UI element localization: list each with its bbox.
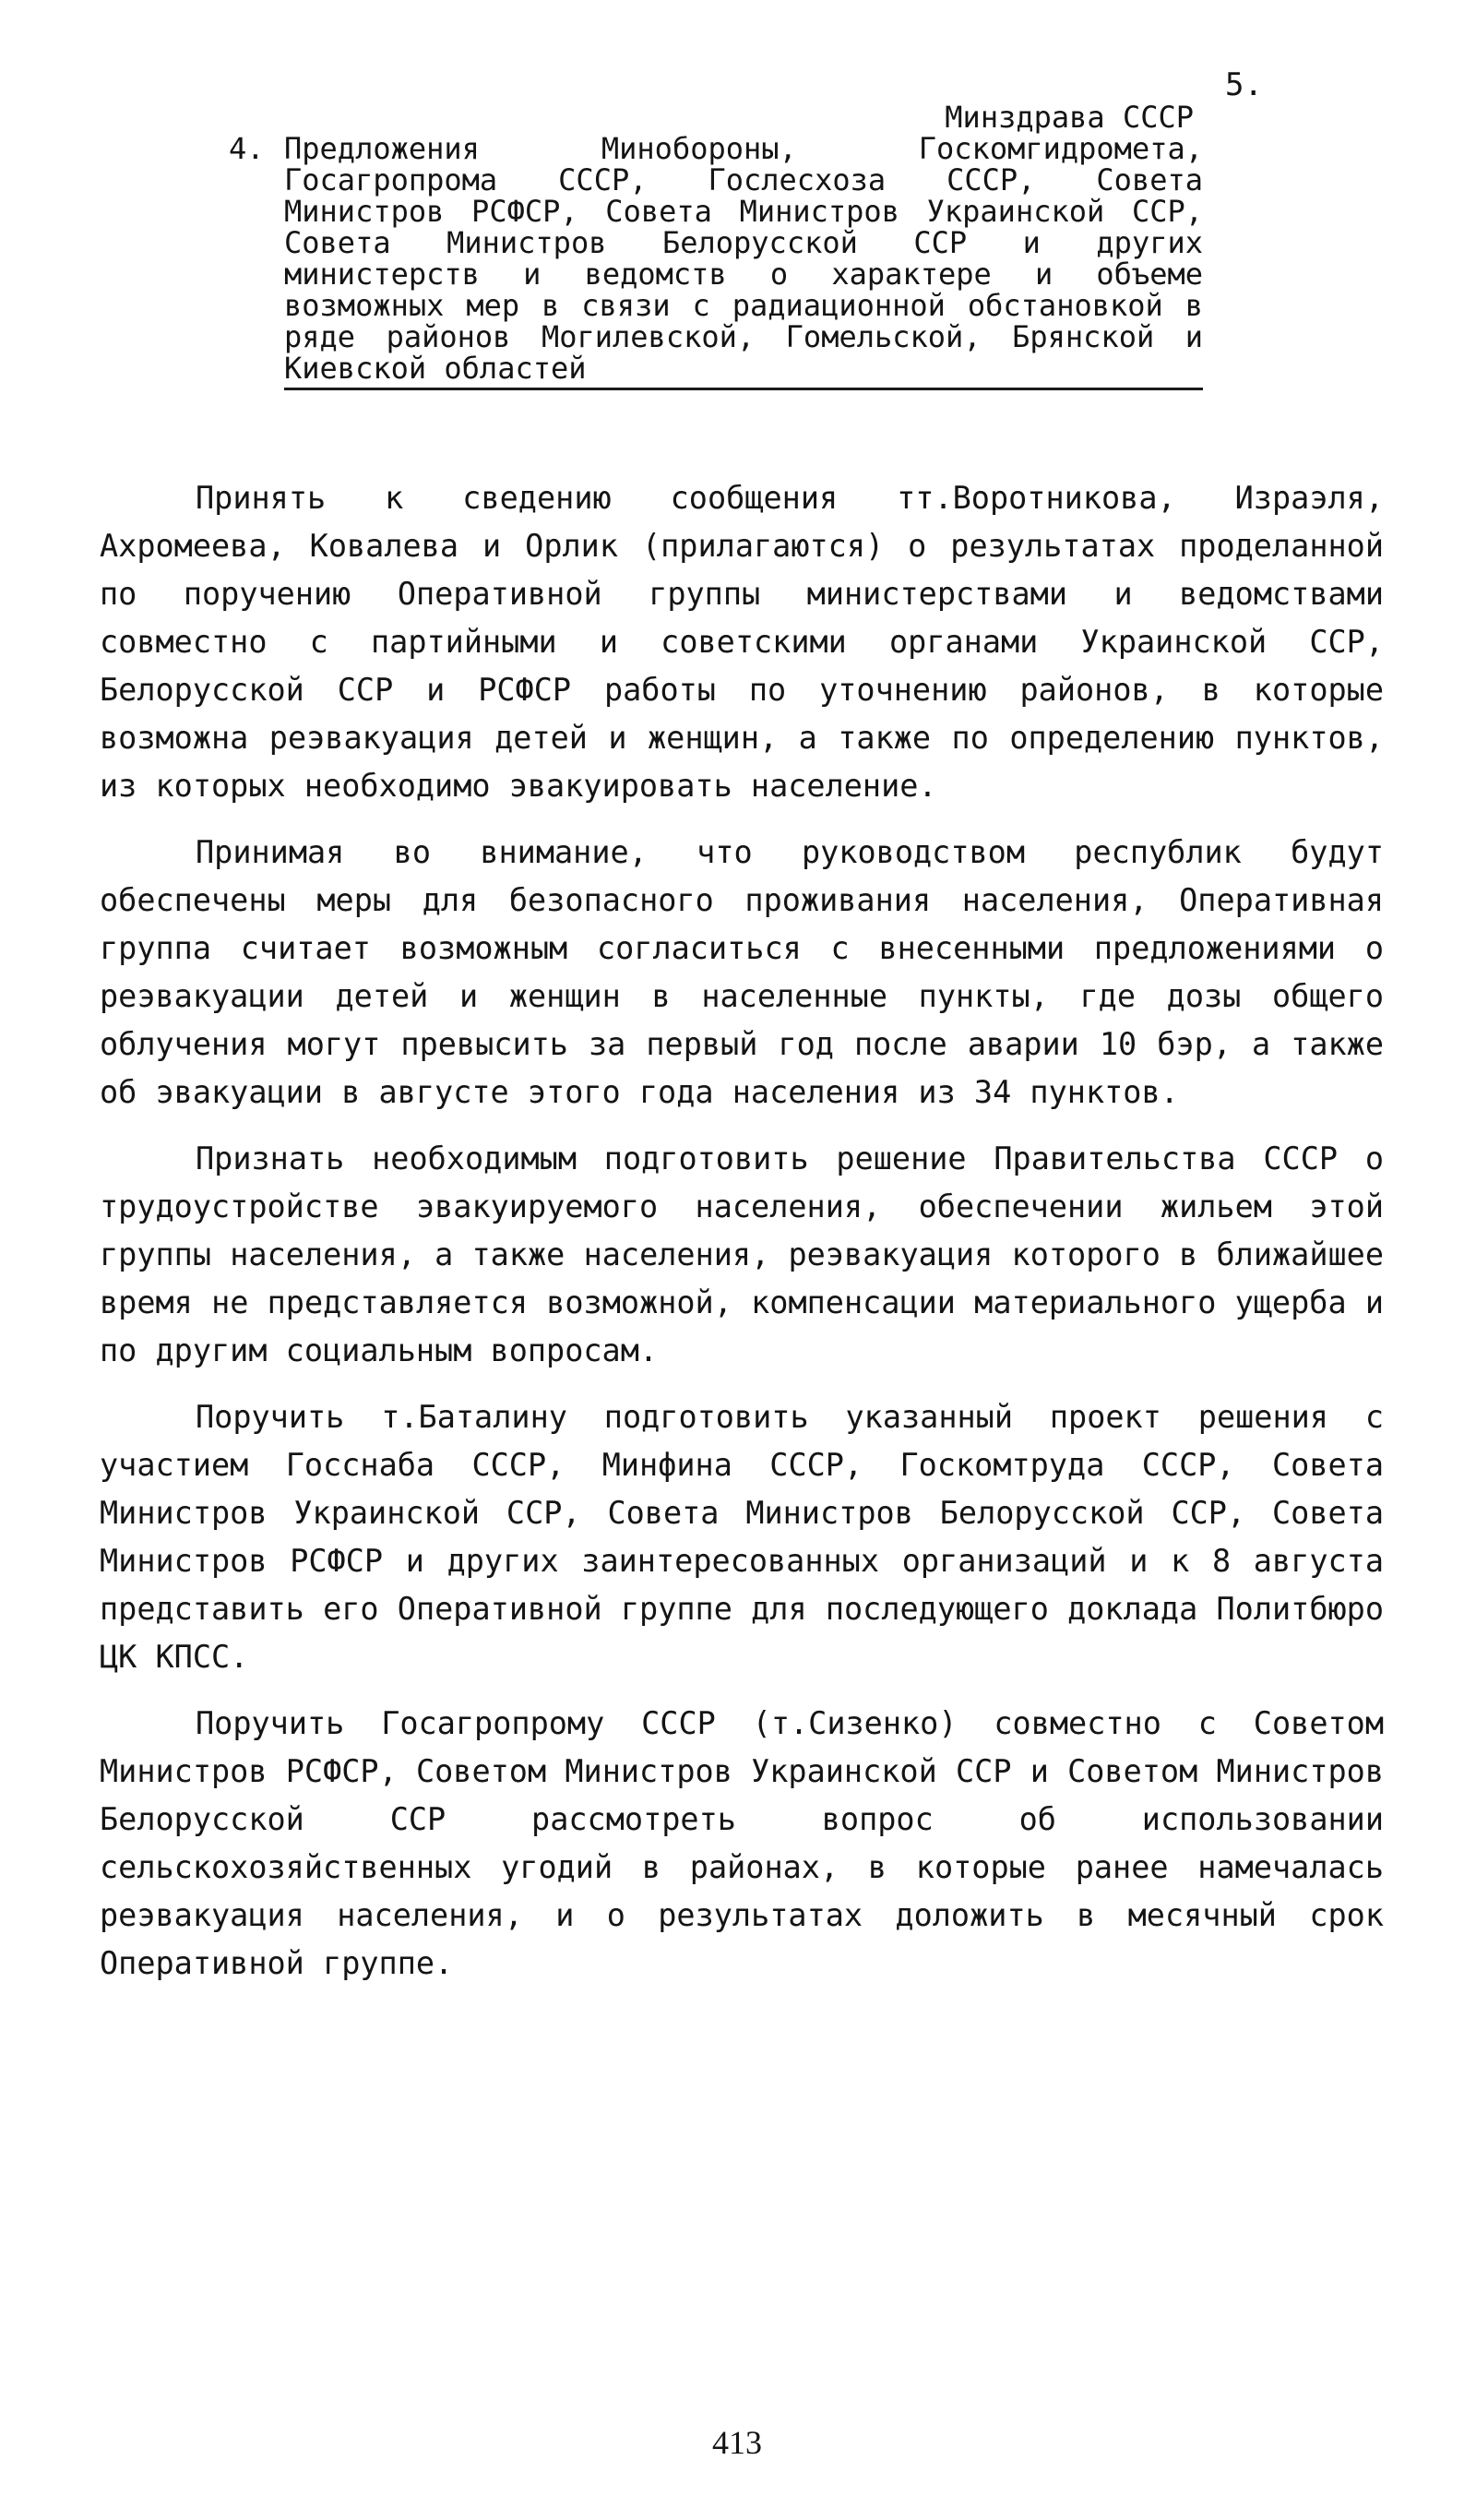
agenda-underline <box>284 388 1203 390</box>
footer-page-number: 413 <box>712 2424 762 2461</box>
previous-item-tail: Минздрава СССР <box>945 100 1194 135</box>
agenda-item-number: 4. <box>229 131 265 166</box>
paragraph-3: Признать необходимым подготовить решение Правительства СССР о трудоустройстве эвакуируемого населения, обеспечении жильем этой группы населения, а также населения, реэвакуация которого в ближайшее время не представляется возможной, компенсации материального ущерба и по другим социальным вопросам. <box>100 1141 1384 1368</box>
paragraph-4: Поручить т.Баталину подготовить указанный проект решения с участием Госснаба СССР, Минфина СССР, Госкомтруда СССР, Совета Министров Украинской ССР, Совета Министров Белорусской ССР, Совета Министров РСФСР и других заинтересованных организаций и к 8 августа представить его Оперативной группе для последующего доклада Политбюро ЦК КПСС. <box>100 1399 1384 1675</box>
paragraph-5: Поручить Госагропрому СССР (т.Сизенко) совместно с Советом Министров РСФСР, Советом Министров Украинской ССР и Советом Министров Белорусской ССР рассмотреть вопрос об использовании сельскохозяйственных угодий в районах, в которые ранее намечалась реэвакуация населения, и о результатах доложить в месячный срок Оперативной группе. <box>100 1705 1384 1981</box>
paragraph-2: Принимая во внимание, что руководством республик будут обеспечены меры для безопасного проживания населения, Оперативная группа считает возможным согласиться с внесенными предложениями о реэвакуации детей и женщин в населенные пункты, где дозы общего облучения могут превысить за первый год после аварии 10 бэр, а также об эвакуации в августе этого года населения из 34 пунктов. <box>100 834 1384 1110</box>
resolution-body <box>100 474 1384 2006</box>
paragraph-1: Принять к сведению сообщения тт.Воротникова, Израэля, Ахромеева, Ковалева и Орлик (прилагаются) о результатах проделанной по поручению Оперативной группы министерствами и ведомствами совместно с партийными и советскими органами Украинской ССР, Белорусской ССР и РСФСР работы по уточнению районов, в которые возможна реэвакуация детей и женщин, а также по определению пунктов, из которых необходимо эвакуировать население. <box>100 480 1384 804</box>
agenda-header <box>229 102 1203 390</box>
agenda-item-text: Предложения Минобороны, Госкомгидромета, Госагропрома СССР, Гослесхоза СССР, Совета Министров РСФСР, Совета Министров Украинской ССР, Совета Министров Белорусской ССР и других министерств и ведомств о характере и объеме возможных мер в связи с радиационной обстановкой в ряде районов Могилевской, Гомельской, Брянской и Киевской областей <box>284 131 1203 386</box>
agenda-item <box>229 133 1203 384</box>
page-number: 5. <box>1225 66 1263 103</box>
